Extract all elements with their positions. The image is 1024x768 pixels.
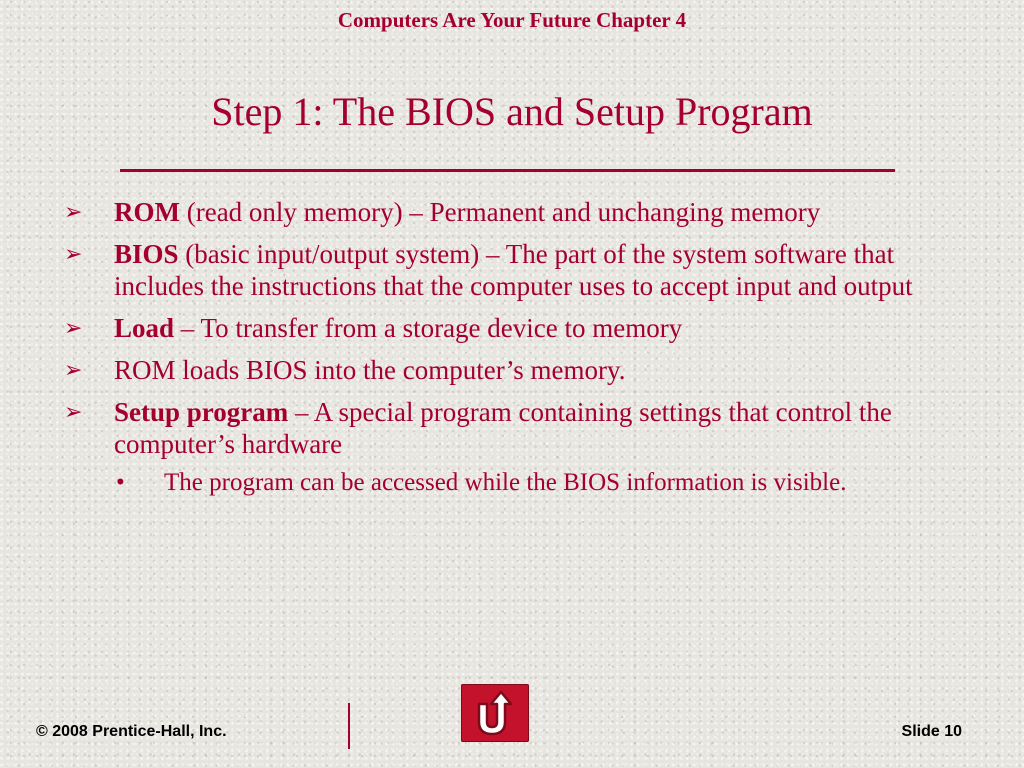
arrow-bullet-icon: ➢ [64, 315, 83, 340]
title-underline [120, 169, 895, 172]
arrow-bullet-icon: ➢ [64, 357, 83, 382]
return-arrow-icon [461, 684, 529, 742]
return-button[interactable] [461, 684, 529, 742]
arrow-bullet-icon: ➢ [64, 241, 83, 266]
dot-bullet-icon: • [116, 469, 125, 496]
bullet-term: ROM [114, 197, 180, 227]
bullet-item-bios [64, 238, 964, 302]
footer-copyright: © 2008 Prentice-Hall, Inc. [36, 723, 227, 740]
sub-bullet-item [64, 468, 964, 498]
bullet-item-setup-program [64, 396, 964, 460]
bullet-text: – A special program containing settings that control the computer’s hardware [114, 397, 892, 459]
footer-divider [348, 703, 350, 749]
arrow-bullet-icon: ➢ [64, 399, 83, 424]
bullet-item-load [64, 312, 964, 344]
bullet-item-rom [64, 196, 964, 228]
bullet-list [64, 196, 964, 498]
slide-title: Step 1: The BIOS and Setup Program [211, 89, 813, 134]
bullet-term: BIOS [114, 239, 179, 269]
sub-bullet-text: The program can be accessed while the BIOS information is visible. [164, 469, 847, 496]
bullet-item-rom-loads [64, 354, 964, 386]
bullet-text: ROM loads BIOS into the computer’s memory. [114, 355, 626, 385]
bullet-term: Setup program [114, 397, 289, 427]
bullet-term: Load [114, 313, 175, 343]
slide-number: Slide 10 [901, 723, 962, 740]
bullet-text: (basic input/output system) – The part of the system software that includes the instructions that the computer uses to accept input and output [114, 239, 913, 301]
arrow-bullet-icon: ➢ [64, 199, 83, 224]
header-title: Computers Are Your Future Chapter 4 [337, 8, 687, 32]
bullet-text: (read only memory) – Permanent and unchanging memory [179, 197, 821, 227]
bullet-text: – To transfer from a storage device to memory [174, 313, 683, 343]
